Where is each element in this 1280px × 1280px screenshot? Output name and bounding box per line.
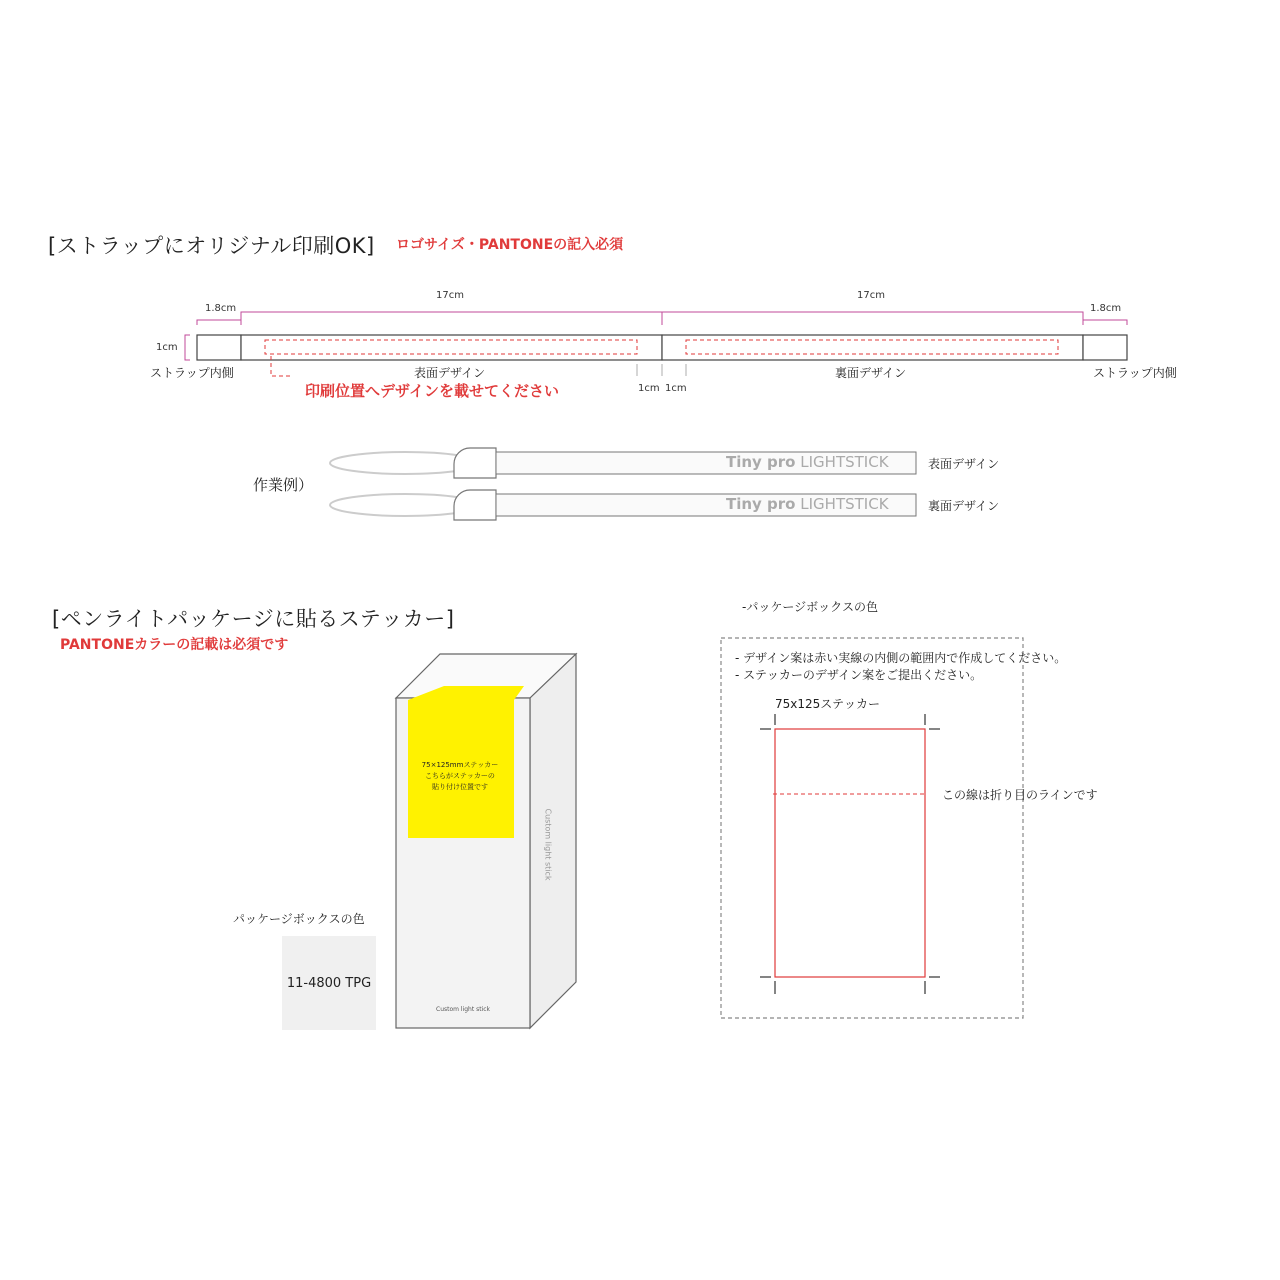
swatch-value: 11-4800 TPG: [286, 976, 372, 991]
fold-line-label: この線は折り目のラインです: [942, 788, 1098, 802]
gap-ticks: [637, 364, 686, 376]
brand-text-bold: Tiny pro: [726, 453, 796, 471]
dim-label-height: 1cm: [156, 342, 178, 353]
sticker-size-text: 75×125mmステッカー: [421, 761, 499, 769]
template-sticker-label: 75x125ステッカー: [775, 697, 881, 711]
box-bottom-text: Custom light stick: [436, 1006, 491, 1013]
strap-outline: [197, 335, 1127, 360]
dim-label-front: 17cm: [436, 290, 464, 301]
label-inner-right: ストラップ内側: [1093, 366, 1177, 380]
label-inner-left: ストラップ内側: [150, 366, 234, 380]
dim-front: [241, 312, 662, 325]
example-label: 作業例）: [253, 476, 314, 494]
template-instruction-1: - デザイン案は赤い実線の内側の範囲内で作成してください。: [735, 651, 1067, 665]
sticker-section-title: [ペンライトパッケージに貼るステッカー]: [52, 607, 455, 631]
dim-back: [662, 312, 1083, 325]
strap-section-note: ロゴサイズ・PANTONEの記入必須: [396, 237, 624, 253]
example-back-label: 裏面デザイン: [928, 499, 1000, 513]
brand-text-light: LIGHTSTICK: [800, 453, 889, 471]
connector-top: [454, 448, 496, 478]
connector-bottom: [454, 490, 496, 520]
dim-right-end: [1083, 320, 1127, 325]
sticker-position-text-1: こちらがステッカーの: [425, 772, 495, 780]
brand-text-bold: Tiny pro: [726, 495, 796, 513]
box-side-text: Custom light stick: [543, 808, 553, 881]
swatch-label: パッケージボックスの色: [233, 912, 365, 926]
sticker-section-note: PANTONEカラーの記載は必須です: [60, 637, 289, 653]
strap-connectors: [454, 448, 496, 520]
sticker-position-text-2: 貼り付け位置です: [432, 783, 488, 791]
strap-end-left: [197, 335, 241, 360]
label-front-design: 表面デザイン: [414, 366, 486, 380]
example-front-label: 表面デザイン: [928, 457, 1000, 471]
sticker-template: [715, 632, 1035, 1027]
strap-section-title: [ストラップにオリジナル印刷OK]: [48, 234, 375, 258]
dim-height: [185, 335, 190, 360]
crop-marks: [760, 714, 940, 994]
dim-label-back: 17cm: [857, 290, 885, 301]
template-instruction-2: - ステッカーのデザイン案をご提出ください。: [735, 668, 983, 682]
color-swatch: [282, 936, 376, 1030]
brand-text-light: LIGHTSTICK: [800, 495, 889, 513]
gap-label-right: 1cm: [665, 383, 687, 394]
box-side: [530, 654, 576, 1028]
label-back-design: 裏面デザイン: [835, 366, 907, 380]
dim-label-left-end: 1.8cm: [205, 303, 237, 314]
strap-front-panel: [241, 335, 662, 360]
gap-label-left: 1cm: [638, 383, 660, 394]
dim-label-right-end: 1.8cm: [1090, 303, 1122, 314]
strap-back-panel: [662, 335, 1083, 360]
strap-end-right: [1083, 335, 1127, 360]
sticker-red-line: [775, 729, 925, 977]
example-strap-back-text: [726, 495, 889, 513]
sticker-area-text: [408, 760, 512, 793]
dim-left-end: [197, 320, 241, 325]
print-position-note: 印刷位置へデザインを載せてください: [305, 382, 559, 400]
template-heading: -パッケージボックスの色: [742, 600, 878, 614]
example-strap-front-text: [726, 453, 889, 471]
